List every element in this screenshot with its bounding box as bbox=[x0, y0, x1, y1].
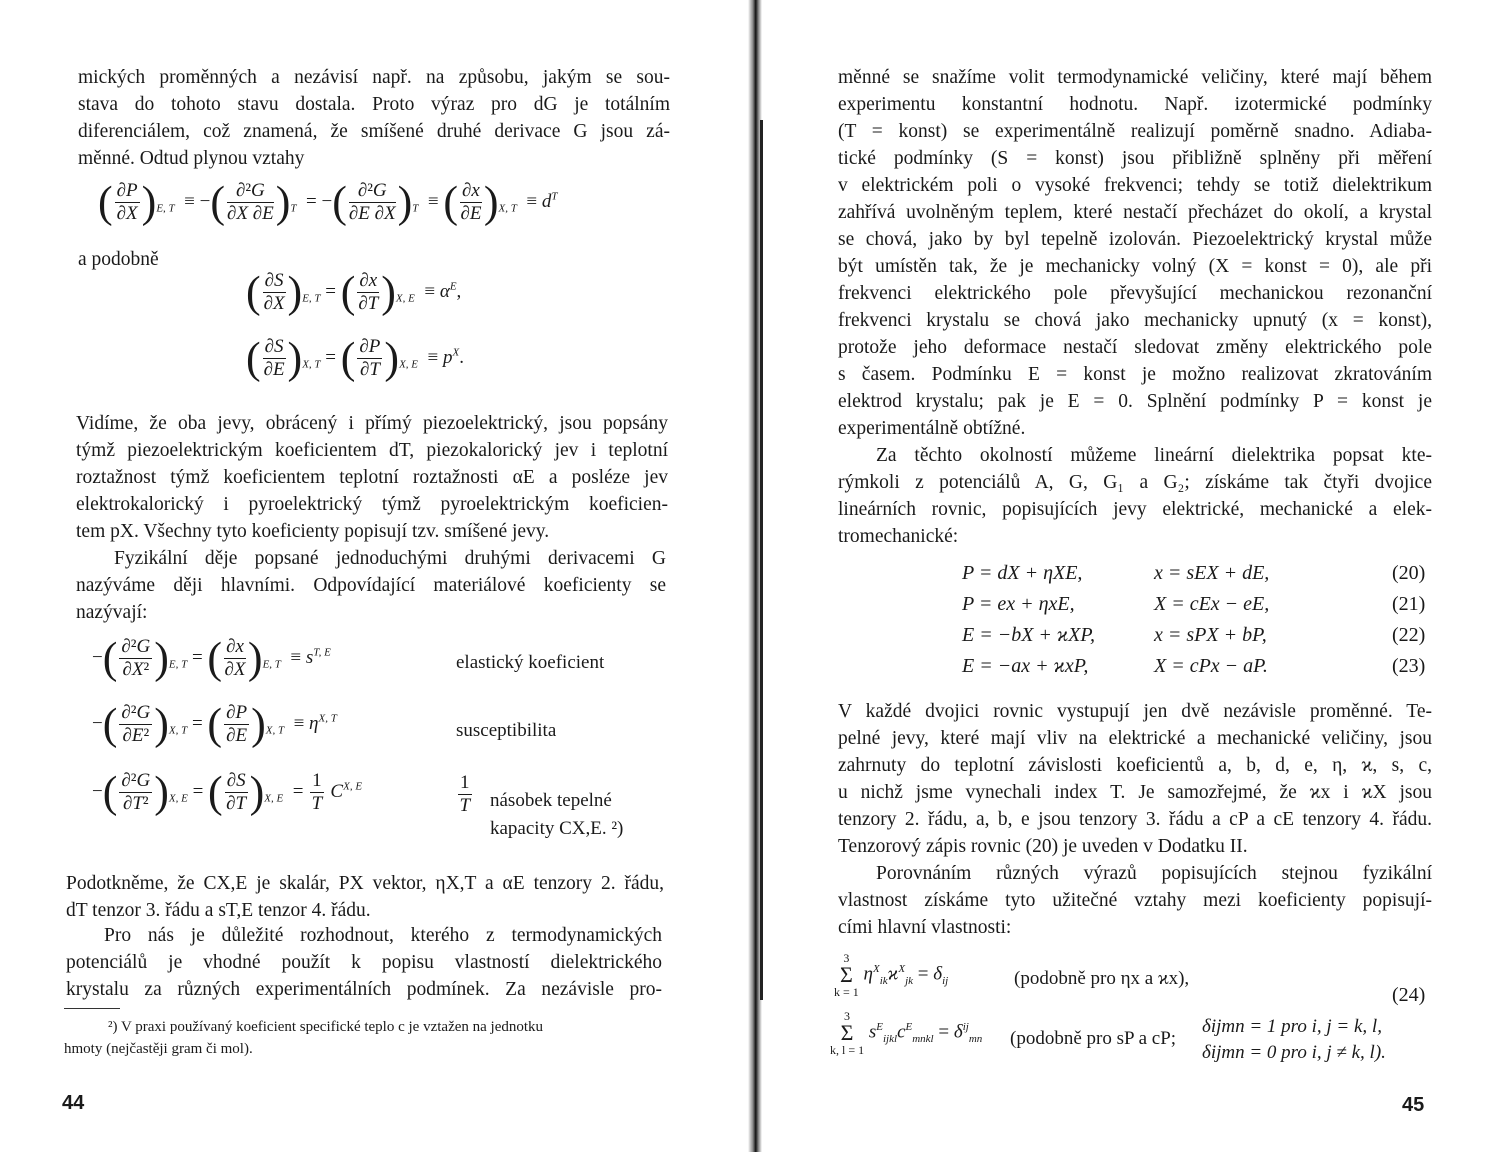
text-line: rýmkoli z potenciálů A, G, G₁ a G₂; získáme tak čtyři dvojice bbox=[838, 472, 1432, 493]
equation-20-number: (20) bbox=[1392, 562, 1426, 584]
equation-20-right: x = sEX + dE, bbox=[1154, 562, 1270, 584]
equation-22-number: (22) bbox=[1392, 624, 1426, 646]
text-line: krystalu za různých experimentálních podmínek. Za nezávisle pro- bbox=[66, 979, 662, 1000]
equation-2: ( $\frac{\partial S}{\partial X}$ )$_{E, T}$ = ( $\frac{\partial x}{\partial T}$ )$_{X, E} \equiv \alpha^E$, bbox=[246, 267, 462, 317]
summation-symbol: 3 Σ k, l = 1 bbox=[830, 1009, 865, 1057]
text-line: tenzory 2. řádu, a, b, e jsou tenzory 3. řádu a cP a cE tenzory 4. řádu. bbox=[838, 809, 1432, 830]
text-line: (T = konst) se experimentálně realizují poměrně snadno. Adiaba- bbox=[838, 121, 1432, 142]
equation-23-left: E = −ax + ϰxP, bbox=[962, 655, 1089, 677]
text-line: cími hlavní vlastnosti: bbox=[838, 917, 1012, 938]
text-line: lineárních rovnic, popisujících jevy elektrické, mechanické a elek- bbox=[838, 499, 1432, 520]
page-number-left: 44 bbox=[62, 1092, 85, 1114]
a-podobne-text: a podobně bbox=[78, 249, 159, 270]
text-line: dT tenzor 3. řádu a sT,E tenzor 4. řádu. bbox=[66, 900, 371, 921]
text-line: s časem. Podmínku E = konst je možno realizovat zkratováním bbox=[838, 364, 1432, 385]
footnote-line: ²) V praxi používaný koeficient specifické teplo c je vztažen na jednotku bbox=[108, 1019, 544, 1035]
text-line: tické podmínky (S = konst) jsou přibližně splněny při měření bbox=[838, 148, 1432, 169]
text-line: diferenciálem, což znamená, že smíšené druhé derivace G jsou zá- bbox=[78, 121, 670, 142]
text-line: tromechanické: bbox=[838, 526, 959, 547]
text-line: nazýváme ději hlavními. Odpovídající materiálové koeficienty se bbox=[76, 575, 666, 596]
page-number-right: 45 bbox=[1402, 1094, 1425, 1116]
equation-23-right: X = cPx − aP. bbox=[1154, 655, 1268, 677]
equation-21-right: X = cEx − eE, bbox=[1154, 593, 1270, 615]
text-line: u nichž jsme vynechali index T. Je samozřejmé, že ϰx i ϰX jsou bbox=[838, 782, 1432, 803]
right-paragraph-3 bbox=[838, 698, 1432, 860]
right-paragraph-1 bbox=[838, 64, 1432, 442]
equation-22-right: x = sPX + bP, bbox=[1154, 624, 1267, 646]
susceptibility-label: susceptibilita bbox=[456, 720, 557, 741]
left-paragraph-1 bbox=[78, 64, 670, 172]
right-page bbox=[756, 0, 1506, 1152]
text-line: Podotkněme, že CX,E je skalár, PX vektor, ηX,T a αE tenzory 2. řádu, bbox=[66, 873, 664, 894]
text-line: Porovnáním různých výrazů popisujících stejnou fyzikální bbox=[876, 863, 1432, 884]
text-line: nazývají: bbox=[76, 602, 148, 623]
text-line: experimentálně obtížné. bbox=[838, 418, 1026, 439]
equation-24a: 3 Σ k = 1 $\eta^X_{ik}ϰ^X_{jk} = \delta_{ij}$ bbox=[834, 951, 949, 999]
equation-24b: 3 Σ k, l = 1 $s^E_{ijkl}c^E_{mnkl} = \delta^{ij}_{mn}$ bbox=[830, 1009, 983, 1057]
text-line: potenciálů je vhodné použít k popisu vlastností dielektrického bbox=[66, 952, 662, 973]
text-line: mických proměnných a nezávisí např. na způsobu, jakým se sou- bbox=[78, 67, 670, 88]
text-line: být umístěn tak, že je mechanicky volný (X = konst = 0), ale při bbox=[838, 256, 1432, 277]
equation-20-left: P = dX + ηXE, bbox=[962, 562, 1083, 584]
footnote-rule bbox=[64, 1008, 120, 1009]
text-line: elektrokalorický i pyroelektrický týmž pyroelektrickým koeficien- bbox=[76, 494, 668, 515]
text-line: elektrod krystalu; pak je E = 0. Splnění podmínky P = konst je bbox=[838, 391, 1432, 412]
text-line: tem pX. Všechny tyto koeficienty popisují tzv. smíšené jevy. bbox=[76, 521, 550, 542]
left-paragraph-5 bbox=[66, 922, 662, 1003]
text-line: vlastnost získáme tyto užitečné vztahy mezi koeficienty popisují- bbox=[838, 890, 1432, 911]
text-line: v elektrickém poli o vysoké frekvenci; tehdy se totiž dielektrikum bbox=[838, 175, 1432, 196]
text-line: Tenzorový zápis rovnic (20) je uveden v Dodatku II. bbox=[838, 836, 1248, 857]
text-line: experimentu konstantní hodnotu. Např. izotermické podmínky bbox=[838, 94, 1432, 115]
text-line: měnné se snažíme volit termodynamické veličiny, které mají během bbox=[838, 67, 1432, 88]
left-paragraph-2 bbox=[76, 410, 668, 545]
text-line: zahřívá uvolněným teplem, které nestačí přecházet do okolí, a krystal bbox=[838, 202, 1432, 223]
elastic-coefficient-label: elastický koeficient bbox=[456, 652, 605, 673]
left-paragraph-4 bbox=[66, 870, 664, 924]
heat-capacity-label-2: kapacity CX,E. ²) bbox=[490, 818, 624, 839]
heat-capacity-label-1: násobek tepelné bbox=[490, 790, 612, 811]
equation-4: −( $\frac{\text{∂²G}}{\text{∂X²}}$ )$_{E, T}$ = ( $\frac{\partial x}{\partial X}$ )$_{E, T} \equiv s^{T, E}$ bbox=[92, 633, 331, 683]
text-line: měnné. Odtud plynou vztahy bbox=[78, 148, 305, 169]
text-line: se chová, jako by byl tepelně izolován. Piezoelektrický krystal může bbox=[838, 229, 1432, 250]
equation-24b-note: (podobně pro sP a cP; bbox=[1010, 1028, 1177, 1049]
text-line: Pro nás je důležité rozhodnout, kterého z termodynamických bbox=[104, 925, 662, 946]
equation-22-left: E = −bX + ϰXP, bbox=[962, 624, 1096, 646]
equation-6: −( $\frac{\text{∂²G}}{\text{∂T²}}$ )$_{X, E}$ = ( $\frac{\partial S}{\partial T}$ )$_{X, E}$ = $\frac{1}{T}$ $C^{X, E}$ bbox=[92, 767, 363, 817]
right-paragraph-4 bbox=[838, 860, 1432, 941]
summation-symbol: 3 Σ k = 1 bbox=[834, 951, 859, 999]
equation-24-number: (24) bbox=[1392, 984, 1426, 1006]
equation-5: −( $\frac{\text{∂²G}}{\text{∂E²}}$ )$_{X, T}$ = ( $\frac{\partial P}{\partial E}$ )$_{X, T} \equiv \eta^{X, T}$ bbox=[92, 699, 337, 749]
footnote-line: hmoty (nejčastěji gram či mol). bbox=[64, 1041, 253, 1057]
text-line: protože jeho deformace nestačí sledovat změny elektrického pole bbox=[838, 337, 1432, 358]
equation-21-number: (21) bbox=[1392, 593, 1426, 615]
text-line: Vidíme, že oba jevy, obrácený i přímý piezoelektrický, jsou popsány bbox=[76, 413, 668, 434]
text-line: zahrnuty do teplotní závislosti koeficientů a, b, d, e, η, ϰ, s, c, bbox=[838, 755, 1432, 776]
text-line: pelné jevy, které mají vliv na elektrické a mechanické veličiny, jsou bbox=[838, 728, 1432, 749]
right-paragraph-2 bbox=[838, 442, 1432, 550]
text-line: roztažnost týmž koeficientem teplotní roztažnosti αE a posléze jev bbox=[76, 467, 668, 488]
left-page bbox=[0, 0, 752, 1152]
text-line: stava do tohoto stavu dostala. Proto výraz pro dG je totálním bbox=[78, 94, 670, 115]
footnote bbox=[64, 1016, 662, 1060]
text-line: frekvenci krystalu se chová jako mechanicky upnutý (x = konst), bbox=[838, 310, 1432, 331]
equation-24a-note: (podobně pro ηx a ϰx), bbox=[1014, 968, 1190, 989]
text-line: Za těchto okolností můžeme lineární dielektrika popsat kte- bbox=[876, 445, 1432, 466]
equation-24b-condition-2: δijmn = 0 pro i, j ≠ k, l). bbox=[1202, 1042, 1386, 1063]
equation-21-left: P = ex + ηxE, bbox=[962, 593, 1075, 615]
left-paragraph-3 bbox=[76, 545, 666, 626]
text-line: frekvenci elektrického pole převyšující mechanickou rezonanční bbox=[838, 283, 1432, 304]
equation-1: ( $\frac{\partial P}{\partial X}$ )$_{E, T}$ ≡ −( $\frac{\text{∂²G}}{\partial X \partial E}$ )$_T$ = −( $\frac{\text{∂²G}}{\partial E \partial X}$ )$_T$ ≡ ( $\frac{\partial x}{\partial E}$ )$_{X, T} \equiv d^T$ bbox=[98, 177, 558, 227]
equation-3: ( $\frac{\partial S}{\partial E}$ )$_{X, T}$ = ( $\frac{\partial P}{\partial T}$ )$_{X, E} \equiv p^X$. bbox=[246, 333, 464, 383]
equation-24b-condition-1: δijmn = 1 pro i, j = k, l, bbox=[1202, 1016, 1382, 1037]
text-line: V každé dvojici rovnic vystupují jen dvě nezávisle proměnné. Te- bbox=[838, 701, 1432, 722]
heat-capacity-fraction: $\frac{1}{T}$ bbox=[459, 772, 471, 816]
equation-23-number: (23) bbox=[1392, 655, 1426, 677]
text-line: Fyzikální děje popsané jednoduchými druhými derivacemi G bbox=[114, 548, 666, 569]
text-line: týmž piezoelektrickým koeficientem dT, piezokalorický jev i teplotní bbox=[76, 440, 668, 461]
